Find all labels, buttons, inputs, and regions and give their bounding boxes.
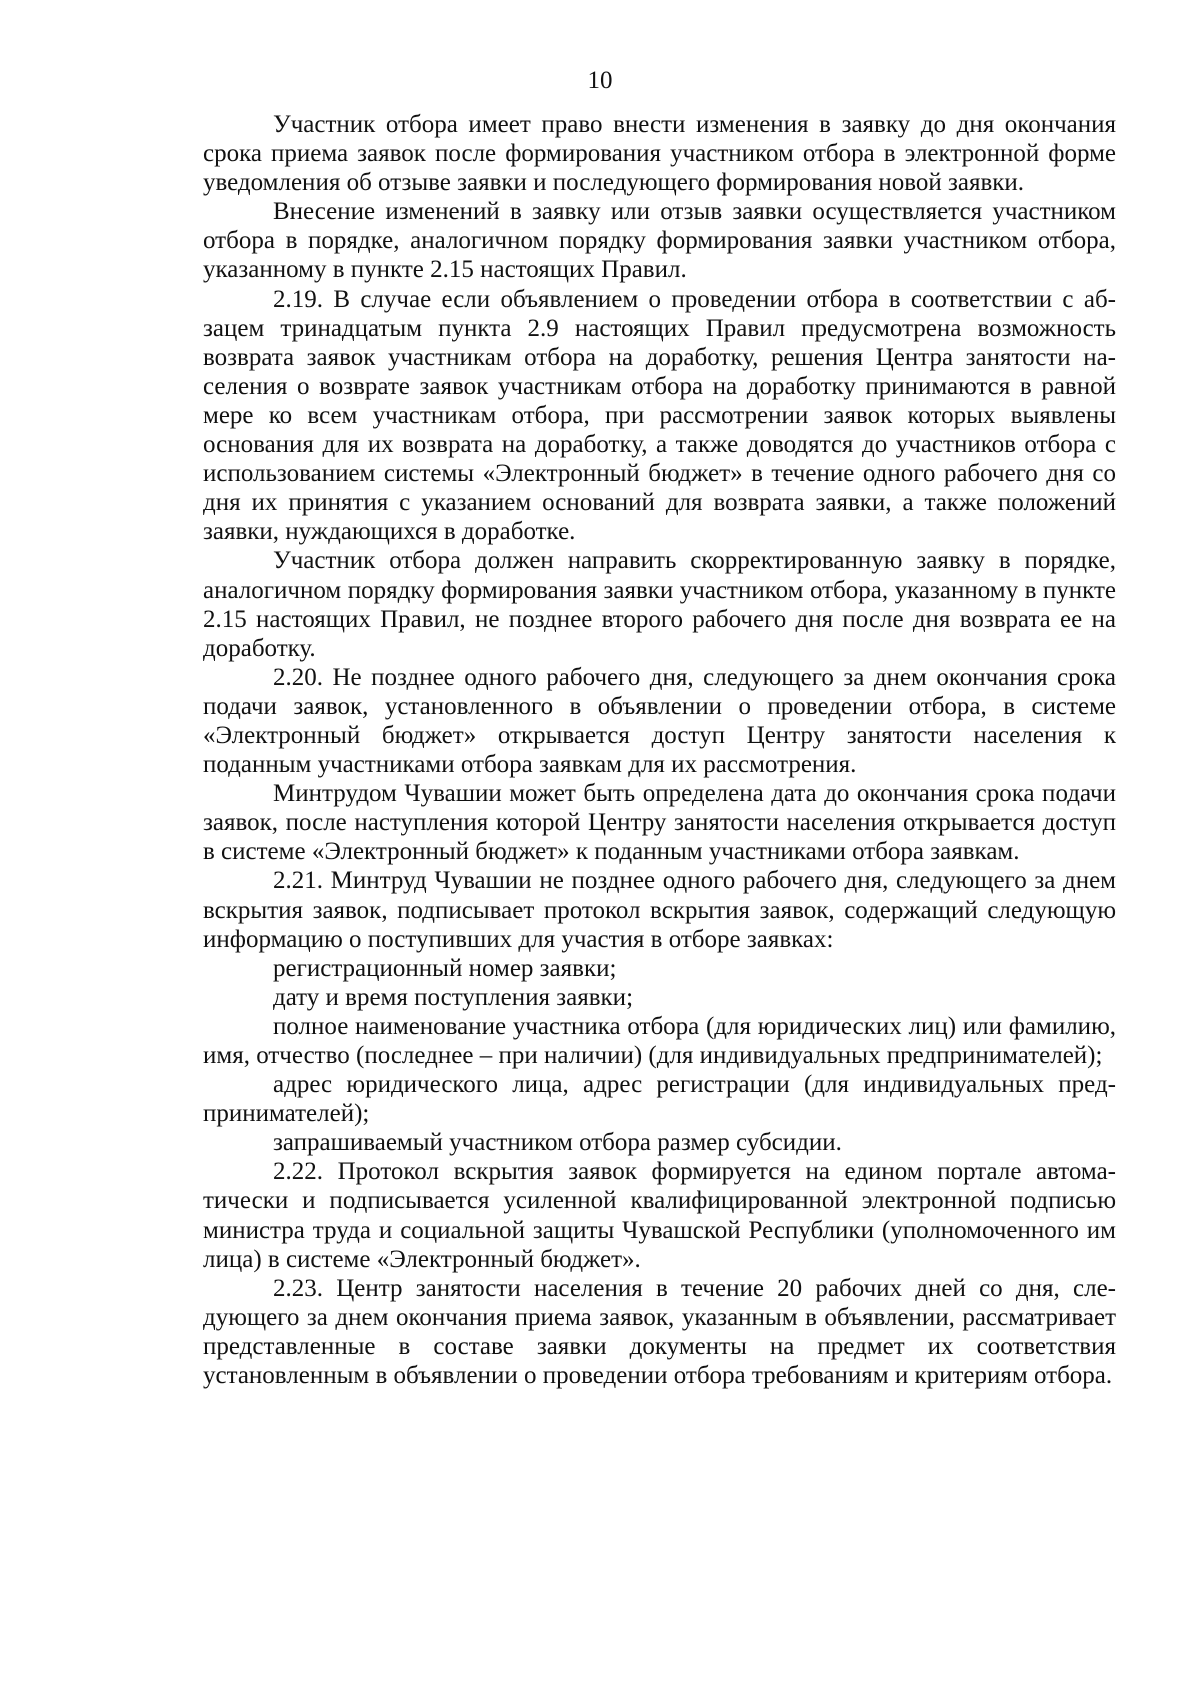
paragraph-amend-application: Участник отбора имеет право внести изменения в заявку до дня окончания срока приема заявок после формирования участником отбора в электронной форме уведомления об отзыве заявки и последующего формирования новой заявки. [203, 111, 1116, 197]
paragraph-amend-procedure: Внесение изменений в заявку или отзыв заявки осуществляется участником отбора в порядке, аналогичном порядку формирования заявки участником отбора, указанному в пункте 2.15 настоящих Правил. [203, 198, 1116, 284]
paragraph-clause-2-22: 2.22. Протокол вскрытия заявок формируется на едином портале автоматически и подписывается усиленной квалифицированной электронной подписью министра труда и социальной защиты Чувашской Республики (уполномоченного им лица) в системе «Электронный бюджет». [203, 1158, 1116, 1273]
list-item-address: адрес юридического лица, адрес регистрации (для индивидуальных предпринимателей); [203, 1071, 1116, 1128]
list-item-registration-number: регистрационный номер заявки; [273, 954, 617, 982]
paragraph-clause-2-23: 2.23. Центр занятости населения в течение 20 рабочих дней со дня, следующего за днем окончания приема заявок, указанным в объявлении, рассматривает представленные в составе заявки документы на предмет их соответствия установленным в объявлении о проведении отбора требованиям и критериям отбора. [203, 1274, 1116, 1390]
page-number: 10 [587, 67, 613, 94]
paragraph-clause-2-20: 2.20. Не позднее одного рабочего дня, следующего за днем окончания срока подачи заявок, установленного в объявлении о проведении отбора, в системе «Электронный бюджет» открывается доступ Центру занятости населения к поданным участниками отбора заявкам для их рассмотрения. [203, 663, 1116, 779]
document-body [203, 110, 1116, 1390]
paragraph-access-date: Минтрудом Чувашии может быть определена дата до окончания срока подачи заявок, после наступления которой Центру занятости населения открывается доступ в системе «Электронный бюджет» к поданным участниками отбора заявкам. [203, 780, 1116, 866]
paragraph-resubmission: Участник отбора должен направить скорректированную заявку в порядке, аналогичном порядку формирования заявки участником отбора, указанному в пункте 2.15 настоящих Правил, не позднее второго рабочего дня после дня возврата ее на доработку. [203, 547, 1116, 662]
paragraph-clause-2-21: 2.21. Минтруд Чувашии не позднее одного рабочего дня, следующего за днем вскрытия заявок, подписывает протокол вскрытия заявок, содержащий следующую информацию о поступивших для участия в отборе заявках: [203, 867, 1116, 953]
list-item-participant-name: полное наименование участника отбора (для юридических лиц) или фамилию, имя, отчество (последнее – при наличии) (для индивидуальных предпринимателей); [203, 1012, 1116, 1069]
paragraph-clause-2-19: 2.19. В случае если объявлением о проведении отбора в соответствии с абзацем тринадцатым пункта 2.9 настоящих Правил предусмотрена возможность возврата заявок участникам отбора на доработку, решения Центра занятости населения о возврате заявок участникам отбора на доработку принимаются в равной мере ко всем участникам отбора, при рассмотрении заявок которых выявлены основания для их возврата на доработку, а также доводятся до участников отбора с использованием системы «Электронный бюджет» в течение одного рабочего дня со дня их принятия с указанием оснований для возврата заявки, а также положений заявки, нуждающихся в доработке. [203, 285, 1116, 546]
list-item-receipt-datetime: дату и время поступления заявки; [273, 983, 634, 1011]
list-item-subsidy-amount: запрашиваемый участником отбора размер субсидии. [273, 1129, 842, 1157]
